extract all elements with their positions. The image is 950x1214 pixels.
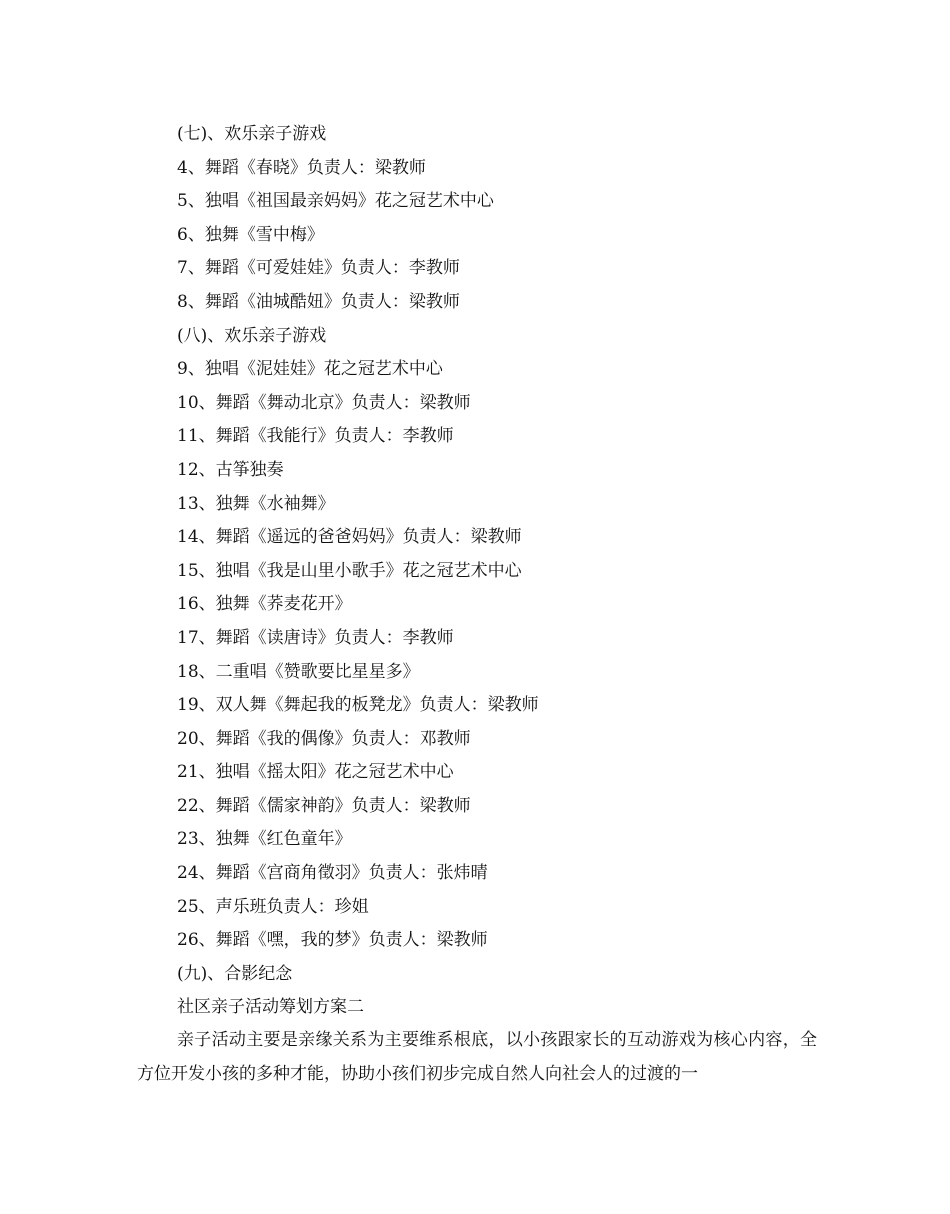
program-item: 24、舞蹈《宫商角徵羽》负责人：张炜晴 [177, 863, 488, 884]
program-item: 10、舞蹈《舞动北京》负责人：梁教师 [177, 392, 471, 413]
program-item: 7、舞蹈《可爱娃娃》负责人：李教师 [177, 258, 460, 279]
program-item: 19、双人舞《舞起我的板凳龙》负责人：梁教师 [177, 695, 539, 716]
section-heading: (七)、欢乐亲子游戏 [177, 124, 327, 144]
program-item: 22、舞蹈《儒家神韵》负责人：梁教师 [177, 795, 471, 816]
program-item: 26、舞蹈《嘿，我的梦》负责人：梁教师 [177, 930, 488, 951]
program-item: 9、独唱《泥娃娃》花之冠艺术中心 [177, 359, 443, 380]
program-item: 18、二重唱《赞歌要比星星多》 [177, 661, 420, 682]
program-item: 5、独唱《祖国最亲妈妈》花之冠艺术中心 [177, 191, 494, 212]
program-item: 8、舞蹈《油城酷妞》负责人：梁教师 [177, 291, 460, 312]
program-item: 12、古筝独奏 [177, 459, 284, 480]
program-item: 16、独舞《荞麦花开》 [177, 594, 352, 615]
program-item: 14、舞蹈《遥远的爸爸妈妈》负责人：梁教师 [177, 527, 522, 548]
plan-title: 社区亲子活动筹划方案二 [177, 997, 364, 1018]
program-item: 11、舞蹈《我能行》负责人：李教师 [177, 426, 454, 447]
section-heading: (八)、欢乐亲子游戏 [177, 325, 327, 346]
body-paragraph: 亲子活动主要是亲缘关系为主要维系根底，以小孩跟家长的互动游戏为核心内容，全方位开发小孩的多种才能，协助小孩们初步完成自然人向社会人的过渡的一 [137, 1030, 817, 1084]
program-item: 20、舞蹈《我的偶像》负责人：邓教师 [177, 728, 471, 749]
program-list [177, 118, 817, 1025]
program-item: 25、声乐班负责人：珍姐 [177, 896, 369, 917]
program-item: 17、舞蹈《读唐诗》负责人：李教师 [177, 627, 454, 648]
program-item: 15、独唱《我是山里小歌手》花之冠艺术中心 [177, 560, 522, 581]
program-item: 23、独舞《红色童年》 [177, 829, 352, 850]
program-item: 6、独舞《雪中梅》 [177, 224, 324, 245]
section-heading: (九)、合影纪念 [177, 963, 293, 984]
program-item: 13、独舞《水袖舞》 [177, 493, 335, 514]
program-item: 4、舞蹈《春晓》负责人：梁教师 [177, 157, 426, 178]
program-item: 21、独唱《摇太阳》花之冠艺术中心 [177, 762, 454, 783]
